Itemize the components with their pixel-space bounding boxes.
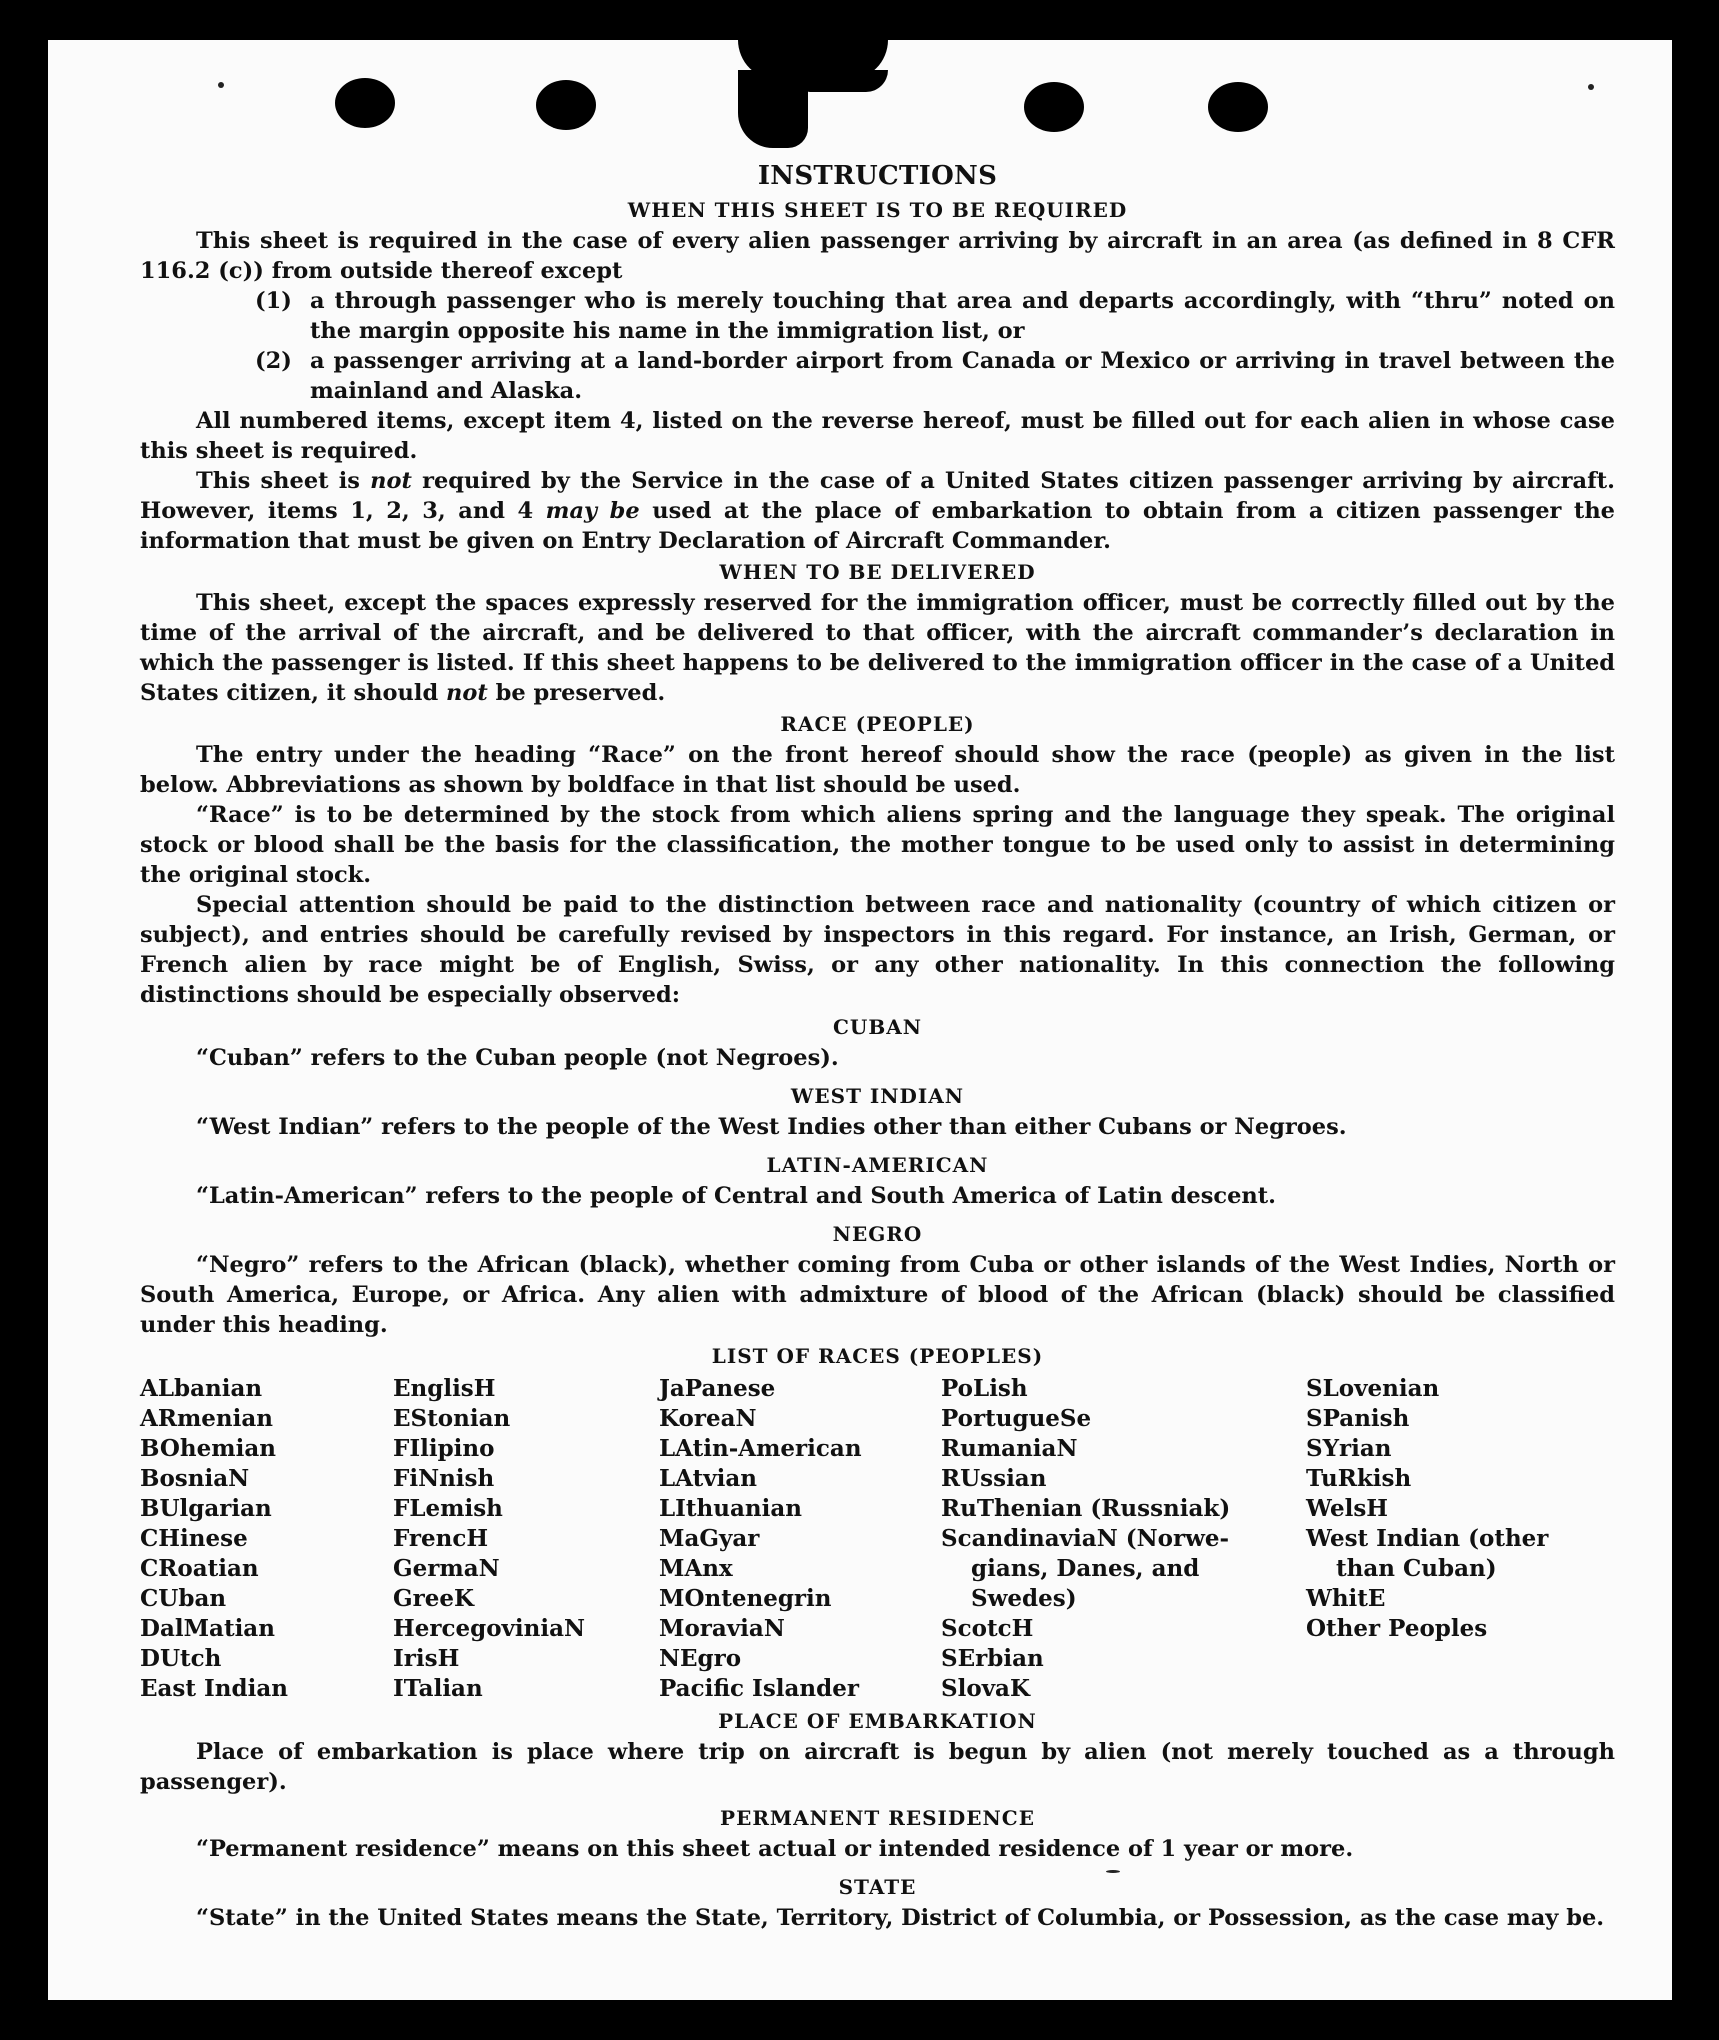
race-entry: KoreaN <box>659 1405 757 1432</box>
heading-latin-american: LATIN-AMERICAN <box>766 1153 989 1177</box>
race-entry: JaPanese <box>659 1375 776 1402</box>
scan-speck <box>1588 84 1594 90</box>
paragraph-state: “State” in the United States means the State, Territory, District of Columbia, or Possession, as the case may be. <box>196 1905 1605 1931</box>
heading-cuban: CUBAN <box>832 1015 923 1039</box>
redaction-blot <box>803 70 888 92</box>
heading-state: STATE <box>838 1875 917 1899</box>
race-entry: NEgro <box>659 1645 742 1672</box>
instructions-content <box>140 158 1615 1933</box>
document-sheet <box>48 40 1672 2000</box>
race-entry: MAnx <box>659 1555 733 1582</box>
races-column <box>393 1374 659 1704</box>
race-entry: IrisH <box>393 1645 460 1672</box>
heading-when-required: WHEN THIS SHEET IS TO BE REQUIRED <box>627 198 1128 222</box>
heading-embarkation: PLACE OF EMBARKATION <box>718 1709 1037 1733</box>
paragraph-race-entry: The entry under the heading “Race” on the front hereof should show the race (people) as given in the list below. Abbreviations as shown by boldface in that list should be used. <box>140 742 1615 798</box>
race-entry: EnglisH <box>393 1375 496 1402</box>
race-entry: BosniaN <box>140 1465 250 1492</box>
race-entry: EStonian <box>393 1405 511 1432</box>
heading-when-delivered: WHEN TO BE DELIVERED <box>719 560 1036 584</box>
races-list <box>140 1374 1615 1704</box>
race-entry: LAtvian <box>659 1465 757 1492</box>
race-entry: LAtin-American <box>659 1435 862 1462</box>
exception-item-2 <box>255 346 1615 406</box>
exception-text: a passenger arriving at a land-border airport from Canada or Mexico or arriving in travel between the mainland and Alaska. <box>310 348 1615 404</box>
race-entry: DalMatian <box>140 1615 275 1642</box>
race-entry: WelsH <box>1306 1495 1389 1522</box>
definition-west-indian: “West Indian” refers to the people of the West Indies other than either Cubans or Negroes. <box>196 1114 1347 1140</box>
race-entry: gians, Danes, and <box>971 1555 1200 1582</box>
race-entry: SYrian <box>1306 1435 1392 1462</box>
race-entry: MaGyar <box>659 1525 760 1552</box>
race-entry: GreeK <box>393 1585 475 1612</box>
race-entry: LIthuanian <box>659 1495 802 1522</box>
heading-permanent-residence: PERMANENT RESIDENCE <box>720 1806 1035 1830</box>
paragraph-numbered-items: All numbered items, except item 4, listed on the reverse hereof, must be filled out for each alien in whose case this sheet is required. <box>140 408 1615 464</box>
race-entry: ARmenian <box>140 1405 274 1432</box>
race-entry: Other Peoples <box>1306 1615 1488 1642</box>
race-entry: ALbanian <box>140 1375 263 1402</box>
race-entry: FiNnish <box>393 1465 495 1492</box>
punch-hole <box>1024 82 1084 132</box>
race-entry: ScandinaviaN (Norwe- <box>941 1525 1230 1552</box>
race-entry: CUban <box>140 1585 227 1612</box>
race-entry: CHinese <box>140 1525 248 1552</box>
paragraph-embarkation: Place of embarkation is place where trip on aircraft is begun by alien (not merely touched as a through passenger). <box>140 1739 1615 1795</box>
race-entry: MOntenegrin <box>659 1585 832 1612</box>
punch-hole <box>536 80 596 130</box>
paragraph-permanent-residence: “Permanent residence” means on this sheet actual or intended residence of 1 year or more. <box>196 1836 1354 1862</box>
races-column <box>659 1374 941 1704</box>
race-entry: SlovaK <box>941 1675 1030 1702</box>
punch-hole <box>1208 82 1268 132</box>
race-entry: FIlipino <box>393 1435 495 1462</box>
race-entry: East Indian <box>140 1675 288 1702</box>
races-column <box>941 1374 1306 1704</box>
heading-race: RACE (PEOPLE) <box>780 712 975 736</box>
race-entry: DUtch <box>140 1645 222 1672</box>
race-entry: BUlgarian <box>140 1495 272 1522</box>
race-entry: Pacific Islander <box>659 1675 859 1702</box>
paragraph-race-definition: “Race” is to be determined by the stock from which aliens spring and the language they speak. The original stock or blood shall be the basis for the classification, the mother tongue to be used only to assist in determining the original stock. <box>140 802 1615 888</box>
race-entry: FLemish <box>393 1495 503 1522</box>
races-column <box>1306 1374 1561 1704</box>
race-entry: PoLish <box>941 1375 1028 1402</box>
race-entry: FrencH <box>393 1525 489 1552</box>
race-entry: ScotcH <box>941 1615 1034 1642</box>
race-entry: RUssian <box>941 1465 1047 1492</box>
exception-number: (1) <box>255 288 292 314</box>
heading-list-of-races: LIST OF RACES (PEOPLES) <box>711 1344 1044 1368</box>
definition-negro: “Negro” refers to the African (black), whether coming from Cuba or other islands of the West Indies, North or South America, Europe, or Africa. Any alien with admixture of blood of the African (black) should be classified under this heading. <box>140 1252 1615 1338</box>
exception-number: (2) <box>255 348 292 374</box>
paragraph-race-nationality: Special attention should be paid to the distinction between race and nationality (country of which citizen or subject), and entries should be carefully revised by inspectors in this regard. For instance, an Irish, German, or French alien by race might be of English, Swiss, or any other nationality. In this connection the following distinctions should be especially observed: <box>140 892 1615 1008</box>
redaction-blot <box>738 70 808 148</box>
race-entry: HercegoviniaN <box>393 1615 586 1642</box>
exception-item-1 <box>255 286 1615 346</box>
paragraph-delivered: This sheet, except the spaces expressly reserved for the immigration officer, must be correctly filled out by the time of the arrival of the aircraft, and be delivered to that officer, with the aircraft commander’s declaration in which the passenger is listed. If this sheet happens to be delivered to the immigration officer in the case of a United States citizen, it should not be preserved. <box>140 590 1615 706</box>
race-entry: SLovenian <box>1306 1375 1440 1402</box>
race-entry: Swedes) <box>971 1585 1077 1612</box>
heading-west-indian: WEST INDIAN <box>790 1084 965 1108</box>
definition-cuban: “Cuban” refers to the Cuban people (not Negroes). <box>196 1045 839 1071</box>
race-entry: SPanish <box>1306 1405 1410 1432</box>
punch-hole <box>335 78 395 128</box>
race-entry: PortugueSe <box>941 1405 1092 1432</box>
race-entry: TuRkish <box>1306 1465 1412 1492</box>
race-entry: RuThenian (Russniak) <box>941 1495 1231 1522</box>
race-entry: BOhemian <box>140 1435 276 1462</box>
race-entry: RumaniaN <box>941 1435 1078 1462</box>
heading-negro: NEGRO <box>832 1222 923 1246</box>
paragraph-required: This sheet is required in the case of every alien passenger arriving by aircraft in an area (as defined in 8 CFR 116.2 (c)) from outside thereof except <box>140 228 1615 284</box>
scan-speck <box>218 82 224 88</box>
races-column <box>140 1374 393 1704</box>
race-entry: West Indian (other <box>1306 1525 1549 1552</box>
race-entry: ITalian <box>393 1675 483 1702</box>
exception-text: a through passenger who is merely touching that area and departs accordingly, with “thru” noted on the margin opposite his name in the immigration list, or <box>310 288 1615 344</box>
paragraph-citizen: This sheet is not required by the Service in the case of a United States citizen passenger arriving by aircraft. However, items 1, 2, 3, and 4 may be used at the place of embarkation to obtain from a citizen passenger the information that must be given on Entry Declaration of Aircraft Commander. <box>140 468 1615 554</box>
race-entry: CRoatian <box>140 1555 259 1582</box>
race-entry: WhitE <box>1306 1585 1386 1612</box>
page-title: INSTRUCTIONS <box>757 161 998 191</box>
race-entry: than Cuban) <box>1336 1555 1497 1582</box>
definition-latin-american: “Latin-American” refers to the people of Central and South America of Latin descent. <box>196 1183 1276 1209</box>
race-entry: MoraviaN <box>659 1615 785 1642</box>
race-entry: GermaN <box>393 1555 500 1582</box>
race-entry: SErbian <box>941 1645 1044 1672</box>
